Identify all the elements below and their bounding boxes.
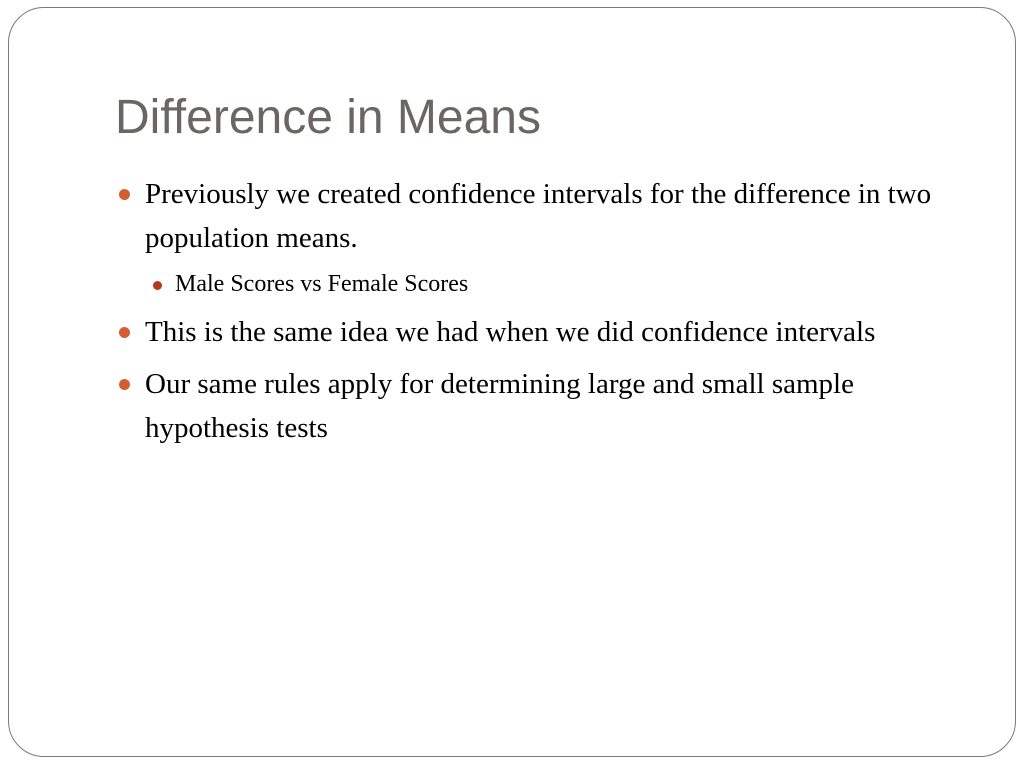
bullet-dot-icon	[119, 327, 130, 338]
sub-bullet-item	[115, 268, 975, 300]
bullet-text: This is the same idea we had when we did confidence intervals	[145, 316, 876, 348]
bullet-dot-icon	[119, 189, 130, 200]
bullet-text: Our same rules apply for determining large and small sample hypothesis tests	[145, 368, 854, 444]
slide-frame	[8, 7, 1016, 757]
bullet-text: Previously we created confidence intervals for the difference in two population means.	[145, 178, 932, 254]
bullet-item	[115, 172, 975, 260]
sub-bullet-dot-icon	[153, 281, 162, 290]
sub-bullet-text: Male Scores vs Female Scores	[175, 271, 469, 297]
bullet-item	[115, 310, 975, 354]
slide-title: Difference in Means	[115, 91, 541, 144]
bullet-item	[115, 362, 975, 450]
bullet-dot-icon	[119, 379, 130, 390]
slide-body	[115, 172, 975, 458]
